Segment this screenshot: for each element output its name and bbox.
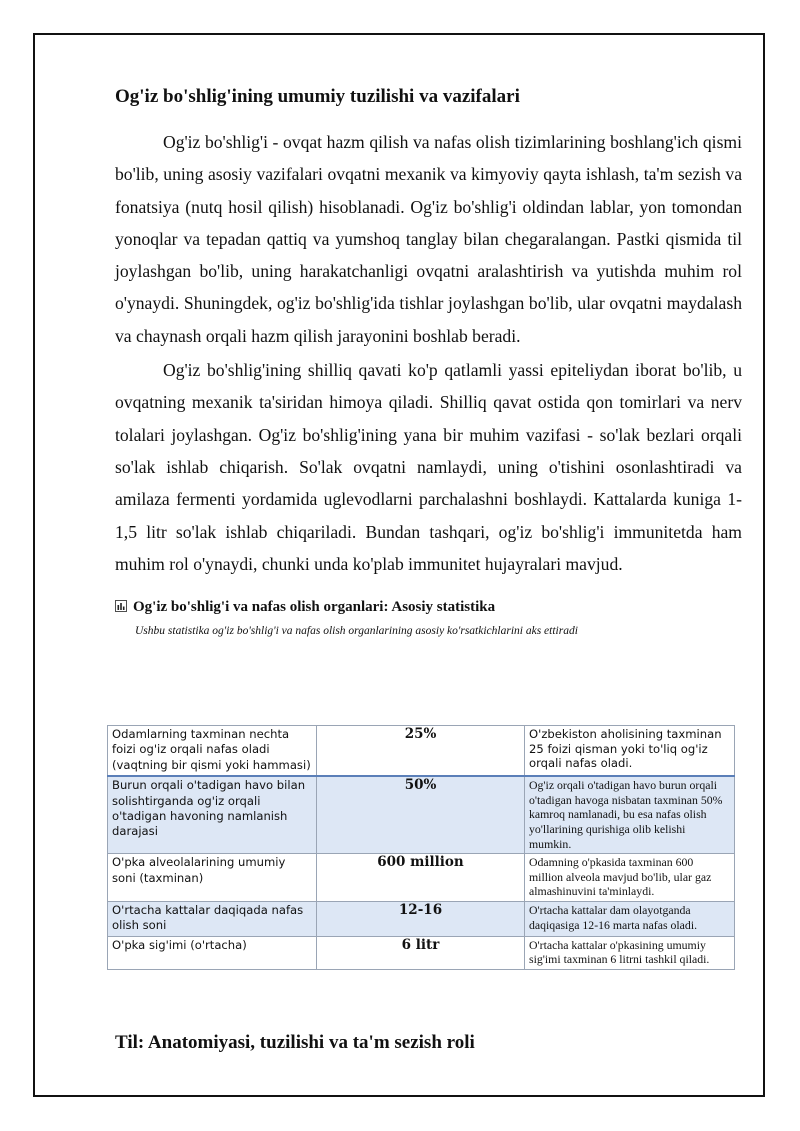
stat-note: O'rtacha kattalar dam olayotganda daqiqasiga 12-16 marta nafas oladi. xyxy=(525,901,735,936)
stat-value: 600 million xyxy=(317,854,525,902)
stats-table xyxy=(107,725,735,970)
stat-note: O'rtacha kattalar o'pkasining umumiy sig'imi taxminan 6 litrni tashkil qiladi. xyxy=(525,936,735,969)
paragraph: Og'iz bo'shlig'ining shilliq qavati ko'p qatlamli yassi epiteliydan iborat bo'lib, u ovqatning mexanik ta'siridan himoya qiladi. Shilliq qavat ostida qon tomirlari va nerv tolalari joylashgan. Og'iz bo'shlig'ining yana bir muhim vazifasi - so'lak bezlari orqali so'lak ishlab chiqarish. So'lak ovqatni namlaydi, uning o'tishini osonlashtiradi va amilaza fermenti yordamida uglevodlarni parchalashni boshlaydi. Kattalarda kuniga 1-1,5 litr so'lak ishlab chiqariladi. Bundan tashqari, og'iz bo'shlig'i immunitetda ham muhim rol o'ynaydi, chunki unda ko'plab immunitet hujayralari mavjud. xyxy=(115,360,742,574)
table-row xyxy=(108,901,735,936)
stat-label: O'pka sig'imi (o'rtacha) xyxy=(108,936,317,969)
stat-label: O'pka alveolalarining umumiy soni (taxminan) xyxy=(108,854,317,902)
section-heading: Til: Anatomiyasi, tuzilishi va ta'm sezish roli xyxy=(115,1032,475,1053)
paragraph: Og'iz bo'shlig'i - ovqat hazm qilish va nafas olish tizimlarining boshlang'ich qismi bo'lib, uning asosiy vazifalari ovqatni mexanik va kimyoviy qayta ishlash, ta'm sezish va fonatsiya (nutq hosil qilish) hisoblanadi. Og'iz bo'shlig'i oldindan lablar, yon tomondan yonoqlar va tepadan qattiq va yumshoq tanglay bilan chegaralangan. Pastki qismida til joylashgan bo'lib, uning harakatchanligi ovqatni aralashtirish va yutishda muhim rol o'ynaydi. Shuningdek, og'iz bo'shlig'ida tishlar joylashgan bo'lib, ular ovqatni maydalash va chaynash orqali hazm qilish jarayonini boshlab beradi. xyxy=(115,132,742,346)
bar-chart-icon xyxy=(115,600,127,612)
stat-value: 6 litr xyxy=(317,936,525,969)
stat-label: Burun orqali o'tadigan havo bilan solishtirganda og'iz orqali o'tadigan havoning namlanish darajasi xyxy=(108,776,317,853)
table-row xyxy=(108,726,735,777)
stat-label: Odamlarning taxminan nechta foizi og'iz orqali nafas oladi (vaqtning bir qismi yoki hammasi) xyxy=(108,726,317,777)
stat-note: Og'iz orqali o'tadigan havo burun orqali o'tadigan havoga nisbatan taxminan 50% kamroq namlanadi, bu esa nafas olish yo'llarining qurishiga olib kelishi mumkin. xyxy=(525,776,735,853)
stat-value: 50% xyxy=(317,776,525,853)
stats-title-text: Og'iz bo'shlig'i va nafas olish organlari: Asosiy statistika xyxy=(133,599,496,616)
stats-title xyxy=(115,596,742,618)
stat-label: O'rtacha kattalar daqiqada nafas olish soni xyxy=(108,901,317,936)
table-row xyxy=(108,854,735,902)
stat-note: Odamning o'pkasida taxminan 600 million alveola mavjud bo'lib, ular gaz almashinuvini ta'minlaydi. xyxy=(525,854,735,902)
stat-value: 25% xyxy=(317,726,525,777)
stat-note: O'zbekiston aholisining taxminan 25 foizi qisman yoki to'liq og'iz orqali nafas oladi. xyxy=(525,726,735,777)
stat-value: 12-16 xyxy=(317,901,525,936)
stats-subtitle: Ushbu statistika og'iz bo'shlig'i va nafas olish organlarining asosiy ko'rsatkichlarini aks ettiradi xyxy=(135,625,578,638)
table-row xyxy=(108,776,735,853)
document-body xyxy=(115,82,742,639)
table-row xyxy=(108,936,735,969)
section-heading: Og'iz bo'shlig'ining umumiy tuzilishi va vazifalari xyxy=(115,86,520,107)
